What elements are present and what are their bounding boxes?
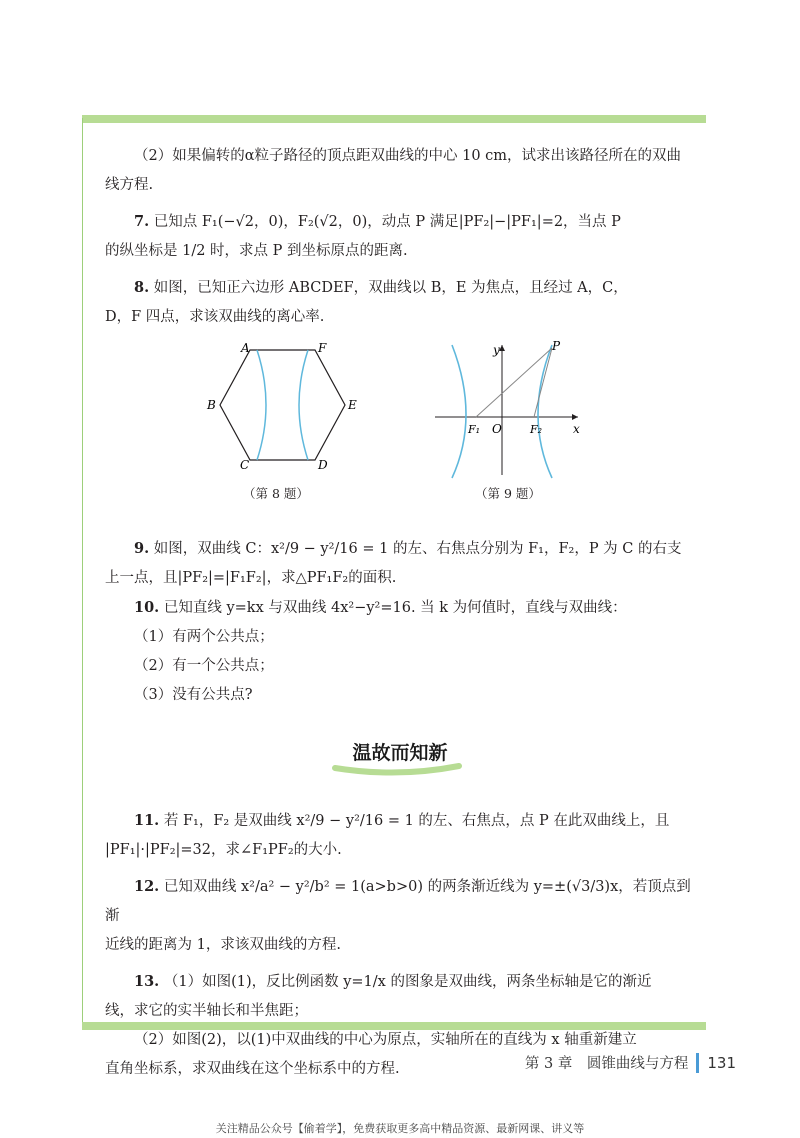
problem-8-line1: 如图，已知正六边形 ABCDEF，双曲线以 B，E 为焦点，且经过 A，C， [153,280,628,296]
problem-7 [105,207,695,266]
problem-7-line2: 的纵坐标是 1/2 时，求点 P 到坐标原点的距离. [105,243,408,259]
footer-separator [696,1053,699,1073]
problem-11-line2: |PF₁|·|PF₂|=32，求∠F₁PF₂的大小. [105,842,342,858]
problem-number: 13. [134,973,160,990]
problem-number: 10. [134,599,160,616]
label-F: F [318,341,327,355]
problem-13-line1: （1）如图(1)，反比例函数 y=1/x 的图象是双曲线，两条坐标轴是它的渐近 [163,974,652,990]
figure-9-caption: （第 9 题） [475,486,541,501]
figure-9-hyperbola [430,340,590,480]
page-footer [525,1052,736,1073]
problem-9-line2: 上一点，且|PF₂|=|F₁F₂|，求△PF₁F₂的面积. [105,570,397,586]
figure-8-caption: （第 8 题） [243,486,309,501]
label-E: E [348,398,357,412]
problem-13-line3: （2）如图(2)，以(1)中双曲线的中心为原点，实轴所在的直线为 x 轴重新建立 [134,1032,637,1048]
problem-9-line1: 如图，双曲线 C：x²/9 − y²/16 = 1 的左、右焦点分别为 F₁，F₂，P 为 C 的右支 [153,541,682,557]
problem-8-line2: D，F 四点，求该双曲线的离心率. [105,309,325,325]
label-B: B [207,398,216,412]
label-y: y [493,343,500,357]
problem-9 [105,534,695,593]
problem-6-part2: （2）如果偏转的α粒子路径的顶点距双曲线的中心 10 cm，试求出该路径所在的双曲线方程. [105,148,682,193]
chapter-title: 第 3 章 圆锥曲线与方程 [524,1056,689,1072]
problem-number: 11. [134,812,160,829]
section-underline-decor [333,760,461,776]
problem-10-part1: （1）有两个公共点； [134,629,274,645]
problem-number: 7. [134,213,150,230]
label-O: O [492,422,502,436]
section-heading [105,732,695,776]
problem-10-part2: （2）有一个公共点； [134,658,274,674]
section-title: 温故而知新 [352,742,448,764]
problem-10 [105,593,695,710]
problem-12 [105,872,695,960]
problem-10-part3: （3）没有公共点? [134,687,253,703]
problem-12-line1: 已知双曲线 x²/a² − y²/b² = 1(a>b>0) 的两条渐近线为 y=±(√3/3)x，若顶点到渐 [105,879,691,924]
problem-number: 9. [134,540,150,557]
page-number: 131 [707,1053,736,1072]
problem-number: 8. [134,279,150,296]
problem-11 [105,806,695,865]
label-F2: F₂ [530,423,543,436]
problem-13-line4: 直角坐标系，求双曲线在这个坐标系中的方程. [105,1061,400,1077]
problem-13-line2: 线，求它的实半轴长和半焦距； [105,1003,308,1019]
label-D: D [318,458,328,472]
page-content [105,142,695,1084]
problem-number: 12. [134,878,160,895]
label-F1: F₁ [468,423,481,436]
problem-10-line1: 已知直线 y=kx 与双曲线 4x²−y²=16. 当 k 为何值时，直线与双曲线： [163,600,627,616]
label-A: A [241,341,250,355]
label-P: P [552,339,561,353]
label-x: x [573,422,580,436]
problem-7-line1: 已知点 F₁(−√2，0)，F₂(√2，0)，动点 P 满足|PF₂|−|PF₁|=2，当点 P [153,214,621,230]
watermark-notice: 关注精品公众号【偷着学】，免费获取更多高中精品资源、最新网课、讲义等 [215,1122,585,1135]
problem-12-line2: 近线的距离为 1，求该双曲线的方程. [105,937,341,953]
figure-8-hexagon [205,340,355,470]
label-C: C [240,458,250,472]
problem-8 [105,273,695,332]
figures-row [105,340,695,530]
problem-11-line1: 若 F₁，F₂ 是双曲线 x²/9 − y²/16 = 1 的左、右焦点，点 P 在此双曲线上，且 [163,813,670,829]
